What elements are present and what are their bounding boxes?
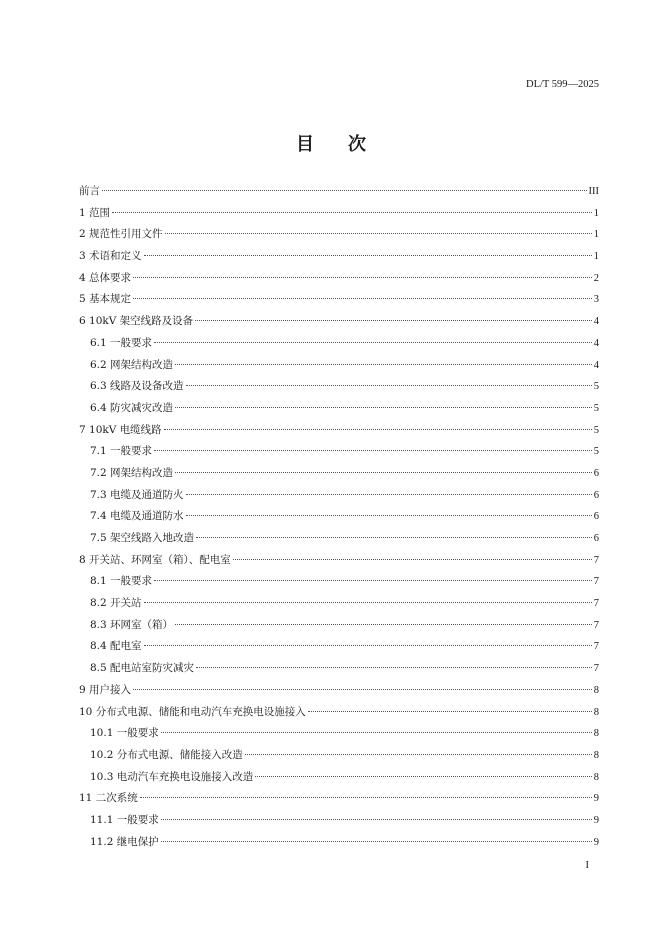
toc-entry-label: 3 术语和定义 xyxy=(79,250,142,263)
toc-entry-page: III xyxy=(588,186,599,197)
toc-leader-dots xyxy=(175,624,592,625)
toc-entry-page: 2 xyxy=(593,272,599,284)
toc-entry-label: 8.2 开关站 xyxy=(90,597,142,610)
toc-leader-dots xyxy=(165,233,592,234)
toc-entry-page: 7 xyxy=(593,598,599,610)
toc-entry-label: 4 总体要求 xyxy=(79,271,132,284)
toc-entry[interactable] xyxy=(79,487,599,509)
toc-leader-dots xyxy=(154,342,592,343)
toc-leader-dots xyxy=(233,559,592,560)
toc-entry-page: 4 xyxy=(593,359,599,371)
toc-entry-page: 7 xyxy=(593,619,599,631)
toc-entry-label: 7.2 网架结构改造 xyxy=(90,466,174,479)
toc-entry[interactable] xyxy=(79,357,599,379)
toc-entry-page: 6 xyxy=(593,511,599,523)
toc-entry-page: 1 xyxy=(593,251,599,263)
toc-entry[interactable] xyxy=(79,617,599,639)
toc-entry[interactable] xyxy=(79,378,599,400)
toc-leader-dots xyxy=(161,841,592,842)
toc-entry-page: 6 xyxy=(593,489,599,501)
toc-entry[interactable] xyxy=(79,422,599,444)
toc-leader-dots xyxy=(186,515,592,516)
toc-entry-label: 10.3 电动汽车充换电设施接入改造 xyxy=(90,770,254,783)
toc-entry-page: 5 xyxy=(593,446,599,458)
toc-leader-dots xyxy=(144,645,592,646)
toc-entry-label: 前言 xyxy=(79,185,100,197)
toc-entry[interactable] xyxy=(79,226,599,248)
toc-leader-dots xyxy=(161,732,592,733)
toc-entry-label: 8 开关站、环网室（箱）、配电室 xyxy=(79,553,231,566)
toc-leader-dots xyxy=(308,711,592,712)
toc-entry[interactable] xyxy=(79,682,599,704)
toc-entry-label: 10.1 一般要求 xyxy=(90,727,159,740)
toc-entry-page: 9 xyxy=(593,793,599,805)
toc-leader-dots xyxy=(133,689,592,690)
toc-entry-page: 3 xyxy=(593,294,599,306)
toc-entry-label: 7 10kV 电缆线路 xyxy=(79,423,162,436)
toc-leader-dots xyxy=(186,494,592,495)
toc-entry[interactable] xyxy=(79,335,599,357)
toc-entry[interactable] xyxy=(79,400,599,422)
toc-entry[interactable] xyxy=(79,465,599,487)
toc-entry[interactable] xyxy=(79,638,599,660)
toc-entry-page: 8 xyxy=(593,684,599,696)
toc-entry-page: 7 xyxy=(593,663,599,675)
toc-entry-page: 5 xyxy=(593,402,599,414)
toc-entry-label: 6.4 防灾减灾改造 xyxy=(90,401,174,414)
toc-entry-label: 5 基本规定 xyxy=(79,293,132,306)
toc-entry[interactable] xyxy=(79,660,599,682)
toc-leader-dots xyxy=(195,320,592,321)
toc-entry-label: 11 二次系统 xyxy=(79,792,138,805)
toc-entry[interactable] xyxy=(79,552,599,574)
toc-entry-label: 2 规范性引用文件 xyxy=(79,228,163,241)
toc-entry[interactable] xyxy=(79,270,599,292)
toc-entry[interactable] xyxy=(79,313,599,335)
toc-leader-dots xyxy=(245,754,592,755)
toc-entry-label: 7.5 架空线路入地改造 xyxy=(90,532,195,544)
toc-entry[interactable] xyxy=(79,595,599,617)
toc-entry-label: 8.1 一般要求 xyxy=(90,575,153,588)
toc-leader-dots xyxy=(133,277,592,278)
toc-leader-dots xyxy=(154,580,592,581)
toc-entry-page: 1 xyxy=(593,207,599,219)
toc-entry[interactable] xyxy=(79,769,599,791)
toc-entry-label: 8.4 配电室 xyxy=(90,640,142,653)
page-number: I xyxy=(585,860,589,871)
toc-entry-label: 7.4 电缆及通道防水 xyxy=(90,510,184,523)
toc-entry[interactable] xyxy=(79,747,599,769)
toc-entry-label: 8.5 配电站室防灾减灾 xyxy=(90,662,195,675)
toc-entry-label: 6.2 网架结构改造 xyxy=(90,358,174,371)
document-code: DL/T 599—2025 xyxy=(525,79,599,90)
toc-entry[interactable] xyxy=(79,183,599,205)
toc-entry-label: 10.2 分布式电源、储能接入改造 xyxy=(90,748,243,761)
toc-entry-page: 8 xyxy=(593,728,599,740)
toc-leader-dots xyxy=(154,450,592,451)
toc-entry[interactable] xyxy=(79,834,599,856)
toc-entry[interactable] xyxy=(79,812,599,834)
toc-entry-label: 11.1 一般要求 xyxy=(90,813,159,826)
toc-entry-label: 11.2 继电保护 xyxy=(90,835,159,848)
toc-entry-label: 6.1 一般要求 xyxy=(90,336,153,349)
toc-leader-dots xyxy=(133,298,592,299)
toc-entry-page: 7 xyxy=(593,554,599,566)
toc-entry[interactable] xyxy=(79,248,599,270)
toc-entry-label: 8.3 环网室（箱） xyxy=(90,618,174,631)
toc-entry-page: 6 xyxy=(593,467,599,479)
toc-entry-page: 8 xyxy=(593,706,599,718)
toc-entry-label: 10 分布式电源、储能和电动汽车充换电设施接入 xyxy=(79,705,306,718)
toc-entry-label: 7.3 电缆及通道防火 xyxy=(90,488,184,501)
toc-entry[interactable] xyxy=(79,205,599,227)
toc-entry[interactable] xyxy=(79,530,599,552)
toc-entry-label: 9 用户接入 xyxy=(79,683,132,696)
toc-entry[interactable] xyxy=(79,291,599,313)
toc-leader-dots xyxy=(186,385,592,386)
toc-leader-dots xyxy=(112,212,592,213)
toc-entry-page: 1 xyxy=(593,229,599,241)
page-title: 目次 xyxy=(296,134,400,155)
toc-leader-dots xyxy=(175,364,592,365)
toc-entry-page: 7 xyxy=(593,576,599,588)
toc-entry-page: 7 xyxy=(593,641,599,653)
toc-entry-page: 8 xyxy=(593,749,599,761)
toc-entry-page: 9 xyxy=(593,814,599,826)
toc-entry-label: 1 范围 xyxy=(79,206,111,219)
toc-leader-dots xyxy=(196,667,592,668)
toc-entry-page: 6 xyxy=(593,533,599,544)
toc-entry-page: 5 xyxy=(593,424,599,436)
toc-leader-dots xyxy=(175,472,592,473)
toc-entry-label: 7.1 一般要求 xyxy=(90,445,153,458)
toc-entry[interactable] xyxy=(79,725,599,747)
toc-entry-page: 4 xyxy=(593,337,599,349)
toc-entry[interactable] xyxy=(79,508,599,530)
toc-leader-dots xyxy=(102,190,587,191)
toc-leader-dots xyxy=(144,255,592,256)
toc-leader-dots xyxy=(164,429,592,430)
toc-entry[interactable] xyxy=(79,790,599,812)
toc-leader-dots xyxy=(140,797,592,798)
toc-entry-page: 9 xyxy=(593,836,599,848)
toc-entry[interactable] xyxy=(79,443,599,465)
toc-entry-page: 5 xyxy=(593,381,599,393)
toc-entry[interactable] xyxy=(79,573,599,595)
toc-entry-page: 8 xyxy=(593,771,599,783)
toc-entry[interactable] xyxy=(79,704,599,726)
table-of-contents xyxy=(79,183,599,855)
toc-entry-label: 6 10kV 架空线路及设备 xyxy=(79,315,194,328)
toc-leader-dots xyxy=(175,407,592,408)
toc-leader-dots xyxy=(196,537,592,538)
toc-leader-dots xyxy=(144,602,592,603)
toc-leader-dots xyxy=(161,819,592,820)
toc-leader-dots xyxy=(255,776,592,777)
toc-entry-page: 4 xyxy=(593,316,599,328)
toc-entry-label: 6.3 线路及设备改造 xyxy=(90,380,184,393)
